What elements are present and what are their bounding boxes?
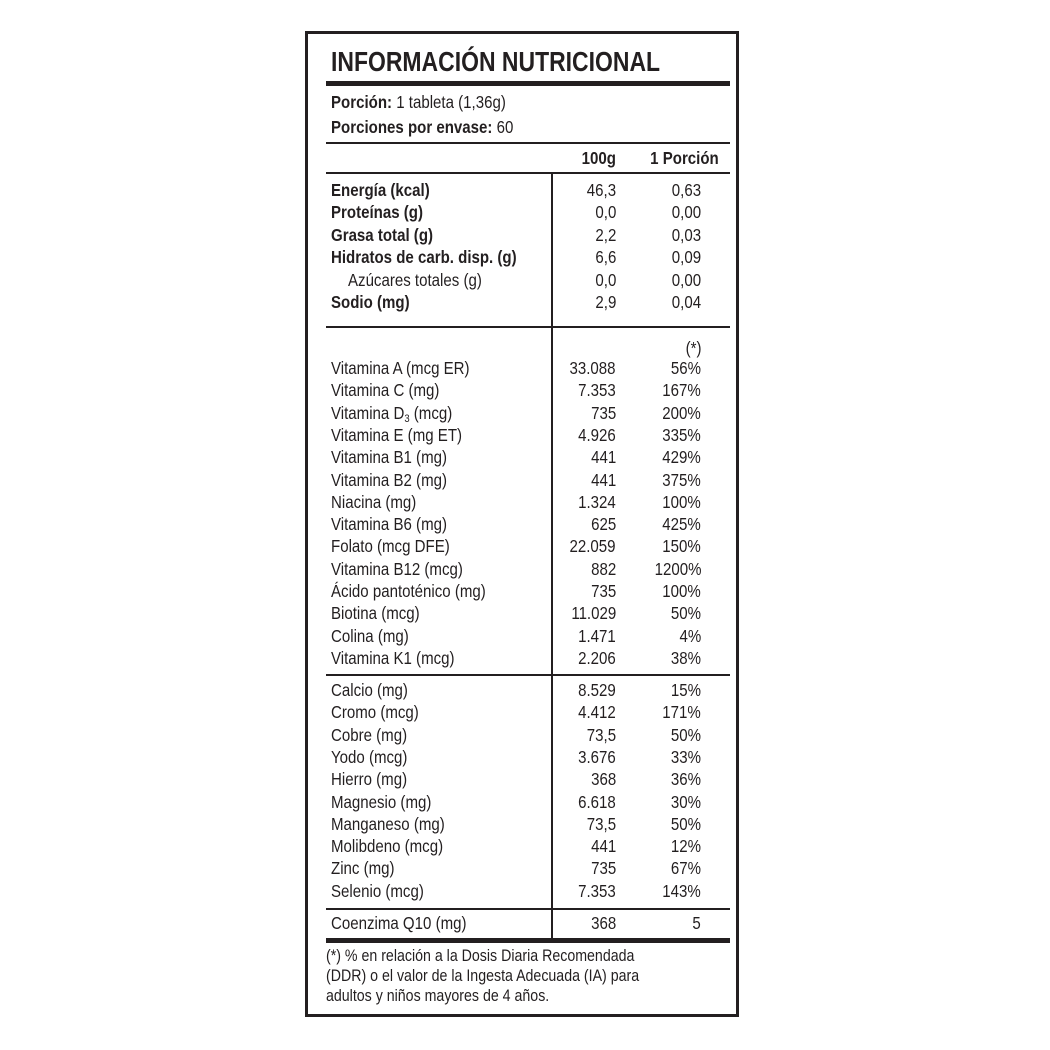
mineral-row-value-portion: 30% bbox=[670, 791, 701, 812]
vitamin-row-value-portion: 375% bbox=[662, 469, 701, 490]
column-header-100g: 100g bbox=[581, 148, 616, 168]
vitamin-row-value-100g: 441 bbox=[590, 447, 616, 468]
mineral-row-value-100g: 8.529 bbox=[578, 680, 616, 700]
vitamin-row-value-100g: 1.471 bbox=[578, 625, 616, 646]
vitamin-row-value-portion: 38% bbox=[670, 647, 701, 668]
vitamin-row-value-portion: 425% bbox=[662, 514, 701, 535]
mineral-row-value-portion: 143% bbox=[662, 880, 701, 901]
mineral-row-label: Hierro (mg) bbox=[331, 769, 408, 790]
vitamin-row-value-portion: 167% bbox=[662, 380, 701, 401]
portion-line bbox=[331, 94, 506, 112]
mineral-row-value-portion: 15% bbox=[670, 680, 701, 700]
vitamin-row-label: Vitamina $D_3$ (mcg) bbox=[331, 402, 453, 425]
macro-row-value-portion: 0,03 bbox=[671, 224, 701, 245]
vitamin-row-value-portion: 429% bbox=[662, 447, 701, 468]
vitamin-row-value-portion: 4% bbox=[679, 625, 701, 646]
mineral-row-value-portion: 36% bbox=[670, 769, 701, 790]
column-divider bbox=[551, 172, 553, 942]
macro-row-label: Sodio (mg) bbox=[331, 292, 410, 312]
mineral-row-label: Manganeso (mg) bbox=[331, 813, 445, 834]
vitamins-rule bbox=[326, 674, 730, 676]
servings-line bbox=[331, 119, 513, 137]
vitamin-row-value-100g: 625 bbox=[590, 514, 616, 535]
macro-row-value-portion: 0,63 bbox=[671, 180, 701, 200]
servings-label: Porciones por envase: bbox=[331, 117, 493, 137]
vitamin-row-value-100g: 2.206 bbox=[578, 647, 616, 668]
vitamin-row-value-portion: 335% bbox=[662, 424, 701, 445]
vitamin-row-label: Ácido pantoténico (mg) bbox=[331, 581, 486, 601]
mineral-row-value-portion: 171% bbox=[662, 702, 701, 723]
vitamin-row-value-100g: 7.353 bbox=[578, 380, 616, 401]
footnote-line: (DDR) o el valor de la Ingesta Adecuada (IA) para bbox=[326, 967, 640, 985]
footnote-line: adultos y niños mayores de 4 años. bbox=[326, 987, 550, 1005]
macro-row-value-100g: 0,0 bbox=[595, 202, 616, 223]
vitamin-row-value-portion: 1200% bbox=[654, 558, 701, 579]
vitamin-row-label: Biotina (mcg) bbox=[331, 603, 420, 624]
macro-row-value-100g: 6,6 bbox=[595, 247, 616, 268]
header-rule bbox=[326, 172, 730, 174]
vitamin-row-label: Vitamina B12 (mcg) bbox=[331, 558, 463, 579]
other-row-label: Coenzima Q10 (mg) bbox=[331, 913, 467, 933]
bottom-rule bbox=[326, 938, 730, 943]
other-row-value-portion: 5 bbox=[692, 913, 701, 933]
macro-row-label: Grasa total (g) bbox=[331, 224, 434, 245]
vitamin-row-label: Niacina (mg) bbox=[331, 491, 417, 512]
macro-row-label: Azúcares totales (g) bbox=[348, 269, 482, 290]
macro-row-label: Hidratos de carb. disp. (g) bbox=[331, 247, 517, 268]
vitamin-row-value-100g: 735 bbox=[590, 402, 616, 423]
mineral-row-value-100g: 3.676 bbox=[578, 746, 616, 767]
vitamin-row-value-100g: 1.324 bbox=[578, 491, 616, 512]
macro-row-value-100g: 46,3 bbox=[586, 180, 616, 200]
mineral-row-label: Yodo (mcg) bbox=[331, 746, 408, 767]
vitamin-row-value-100g: 4.926 bbox=[578, 424, 616, 445]
vitamin-row-value-portion: 56% bbox=[670, 358, 701, 378]
mineral-row-label: Calcio (mg) bbox=[331, 680, 408, 700]
vitamin-row-value-100g: 441 bbox=[590, 469, 616, 490]
serving-rule bbox=[326, 142, 730, 144]
macro-row-value-portion: 0,00 bbox=[671, 202, 701, 223]
mineral-row-value-100g: 4.412 bbox=[578, 702, 616, 723]
vitamin-row-value-100g: 882 bbox=[590, 558, 616, 579]
nutrition-facts-panel bbox=[305, 31, 739, 1017]
vitamin-row-label: Vitamina A (mcg ER) bbox=[331, 358, 470, 378]
vitamin-row-value-portion: 100% bbox=[662, 581, 701, 601]
mineral-row-value-portion: 50% bbox=[670, 813, 701, 834]
mineral-row-value-100g: 73,5 bbox=[586, 813, 616, 834]
vitamin-row-label: Vitamina B2 (mg) bbox=[331, 469, 447, 490]
vitamin-row-value-100g: 33.088 bbox=[569, 358, 616, 378]
servings-value: 60 bbox=[496, 117, 514, 137]
vitamin-row-label: Colina (mg) bbox=[331, 625, 409, 646]
vitamin-row-value-portion: 200% bbox=[662, 402, 701, 423]
macro-row-value-portion: 0,09 bbox=[671, 247, 701, 268]
mineral-row-value-100g: 73,5 bbox=[586, 724, 616, 745]
mineral-row-value-portion: 12% bbox=[670, 836, 701, 857]
mineral-row-label: Magnesio (mg) bbox=[331, 791, 432, 812]
portion-value: 1 tableta (1,36g) bbox=[396, 92, 506, 112]
vitamin-row-label: Folato (mcg DFE) bbox=[331, 536, 450, 557]
mineral-row-value-portion: 33% bbox=[670, 746, 701, 767]
mineral-row-value-portion: 50% bbox=[670, 724, 701, 745]
macro-row-value-100g: 2,9 bbox=[595, 292, 616, 312]
title-rule bbox=[326, 81, 730, 86]
mineral-row-value-100g: 6.618 bbox=[578, 791, 616, 812]
mineral-row-label: Cromo (mcg) bbox=[331, 702, 419, 723]
macros-rule bbox=[326, 326, 730, 328]
mineral-row-label: Selenio (mcg) bbox=[331, 880, 424, 901]
other-row-value-100g: 368 bbox=[590, 913, 616, 933]
mineral-row-value-100g: 7.353 bbox=[578, 880, 616, 901]
footnote-line: (*) % en relación a la Dosis Diaria Recomendada bbox=[326, 947, 635, 965]
mineral-row-label: Molibdeno (mcg) bbox=[331, 836, 444, 857]
panel-title: INFORMACIÓN NUTRICIONAL bbox=[331, 46, 661, 77]
vitamin-row-value-portion: 100% bbox=[662, 491, 701, 512]
macro-row-value-portion: 0,00 bbox=[671, 269, 701, 290]
mineral-row-label: Cobre (mg) bbox=[331, 724, 408, 745]
vitamin-row-value-portion: 50% bbox=[670, 603, 701, 624]
macro-row-value-100g: 0,0 bbox=[595, 269, 616, 290]
asterisk-header: (*) bbox=[685, 338, 701, 358]
portion-label: Porción: bbox=[331, 92, 393, 112]
macro-row-value-100g: 2,2 bbox=[595, 224, 616, 245]
vitamin-row-value-100g: 22.059 bbox=[569, 536, 616, 557]
column-header-portion: 1 Porción bbox=[650, 148, 719, 168]
macro-row-value-portion: 0,04 bbox=[671, 292, 701, 312]
mineral-row-label: Zinc (mg) bbox=[331, 858, 395, 879]
mineral-row-value-portion: 67% bbox=[670, 858, 701, 879]
mineral-row-value-100g: 441 bbox=[590, 836, 616, 857]
vitamin-row-label: Vitamina B6 (mg) bbox=[331, 514, 447, 535]
vitamin-row-label: Vitamina K1 (mcg) bbox=[331, 647, 455, 668]
mineral-row-value-100g: 735 bbox=[590, 858, 616, 879]
minerals-rule bbox=[326, 908, 730, 910]
macro-row-label: Energía (kcal) bbox=[331, 180, 430, 200]
macro-row-label: Proteínas (g) bbox=[331, 202, 423, 223]
vitamin-row-label: Vitamina B1 (mg) bbox=[331, 447, 447, 468]
vitamin-row-label: Vitamina E (mg ET) bbox=[331, 424, 463, 445]
vitamin-row-label: Vitamina C (mg) bbox=[331, 380, 440, 401]
mineral-row-value-100g: 368 bbox=[590, 769, 616, 790]
vitamin-row-value-100g: 11.029 bbox=[571, 603, 616, 624]
vitamin-row-value-100g: 735 bbox=[590, 581, 616, 601]
vitamin-row-value-portion: 150% bbox=[662, 536, 701, 557]
